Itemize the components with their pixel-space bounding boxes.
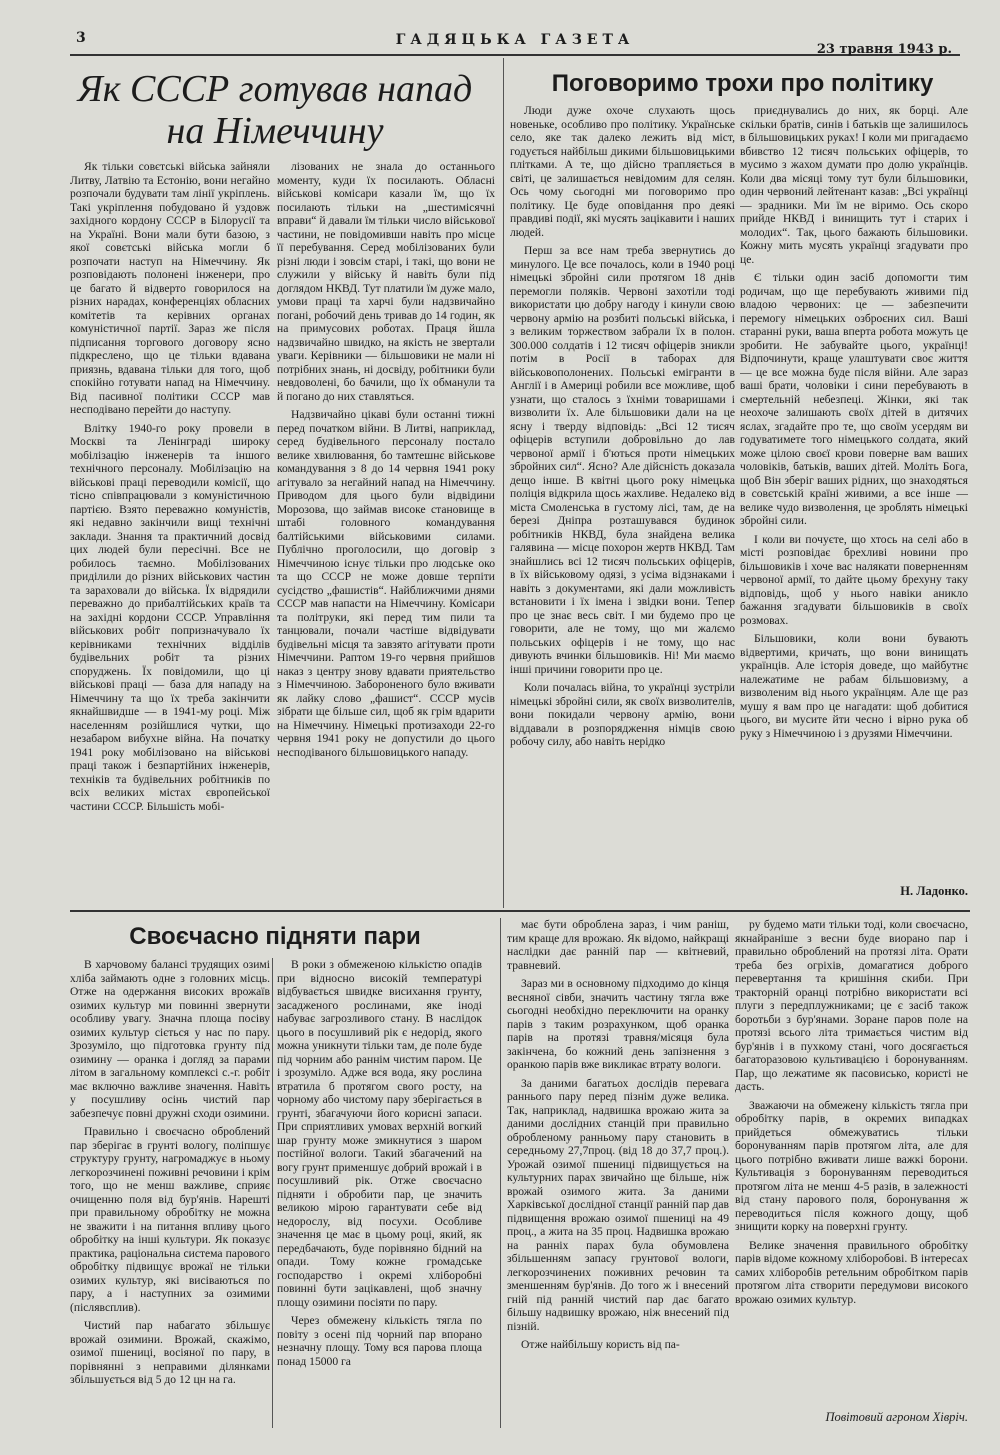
article3-author: Повітовий агроном Хівріч. [825,1410,968,1424]
article2-title: Поговоримо трохи про політику [551,70,934,97]
page-number: 3 [76,30,86,46]
article1-column-2 [277,160,495,905]
article2-column-2 [740,104,968,879]
article3-paragraph: Зважаючи на обмежену кількість тягла при обробітку парів, в окремих випадках прийдеться обмежуватись тільки боронуванням парів протягом літа, але для цього потрібно вживати лише важкі борони. Культивація з боронуванням переводиться протягом літа не менш 4-5 разів, в залежності від стану парового поля, боронування ж переводиться після кожного дощу, щоб знищити корку на поверхні грунту. [735,1098,968,1233]
article1-paragraph: Як тільки совєтські війська зайняли Литву, Латвію та Естонію, вони негайно розпочали будувати там лінії укріплень. Такі укріплення побудовано й уздовж західного кордону СССР в Білорусії та на Україні. Вони мали бути базою, з якої совєтські війська могли б розпочати наступ на Німеччину. Як розповідають полонені інженери, про це багато й відверто говорилося на різних нарадах, конференціях обласних комітетів та керівних органах комуністичної партії. Зараз же після підписання торгового договору ясно підкреслено, що це тільки вдавана приязнь, вдавана тільки для того, щоб спокійно готувати напад на Німеччину. Від пасивної політики СССР мав несподівано перейти до наступу. [70,160,270,416]
article3-paragraph: За даними багатьох дослідів перевага раннього пару перед пізнім дуже велика. Так, наприклад, надвишка врожаю жита за даними дослідних станцій при правильно обробленому ранньому пару становить в середньому 27,7проц. (від 18 до 37,7 проц.). Урожай озимої пшениці підвищується на культурних парах звичайно ще більше, ніж врожай озимого жита. За даними Харківської дослідної станції ранній пар дав підвищення врожаю озимої пшениці на 49 проц., а жита на 35 проц. Надвишка врожаю на ранніх парах була обумовлена збільшенням запасу грунтової вологи, легкорозчинених поживних речовин та зменшенням бур'янів. До того ж і внесений гній під ранній чистий пар дає багато більшу надвишку врожаю, ніж внесений під пізній. [507,1076,729,1333]
article2-paragraph: І коли ви почуєте, що хтось на селі або в місті розповідає брехливі новини про більшовиків і хоче вас налякати поверненням червоної армії, то дайте цьому брехуну таку відповідь, щоб у нього навіки аникло бажання згадувати більшовиків в своїх розмовах. [740,532,968,627]
article1-paragraph: лізованих не знала до останнього моменту, куди їх посилають. Обласні військові комісари казали їм, що їх посилають тільки на „шестимісячні вправи“ й давали їм тільки число військової частини, не повідомивши навіть про місце її перебування. Серед мобілізованих були різні люди і зовсім старі, і такі, що вони не служили у війську й навіть були під доглядом НКВД. Тут платили їм дуже мало, умови праці та харчі були надзвичайно погані, робочий день тривав до 14 годин, як на примусових роботах. Праця йшла надзвичайно швидко, на якість не звертали уваги. Керівники — більшовики не мали ні потрібних знань, ні досвіду, робітники були невдоволені, бо бачили, що їх обманули та й погано до них ставляться. [277,160,495,403]
article2-paragraph: Люди дуже охоче слухають щось новеньке, особливо про політику. Українське село, яке так далеко лежить від міст, годується найбільш дикими більшовицькими плітками. А те, що дійсно трапляється в світі, це залишається невідомим для селян. Ось чому сьогодні ми поговоримо про політику. Це буде оповідання про деякі правдиві події, які мусять зацікавити і наших людей. [510,104,735,239]
article3-paragraph: Отже найбільшу користь від па- [521,1338,680,1351]
article3-paragraph: ру будемо мати тільки тоді, коли своєчасно, якнайраніше з весни буде виорано пар і правильно оброблений на протязі літа. Орати треба без огріхів, домагатися доброго перевертання та кришіння скиби. При тракторній оранці потрібно використати всі плуги з передплужниками; це є засіб також боротьби з бур'янами. Зоране паров поле на протязі всього літа тримається чистим від бур'янів і в пухкому стані, чого досягається багаторазовою культивацією і боронуванням. Пар, що лежатиме як пасовисько, користі не дасть. [735,918,968,1093]
newspaper-header [70,28,960,56]
article2-paragraph: Перш за все нам треба звернутись до минулого. Це все почалось, коли в 1940 році німецькі збройні сили протягом 18 днів перемогли поляків. Червоні захотіли тоді використати цю добру нагоду і кинули свою червону армію на розбиті польські війська, і з великим торжеством забрали їх в полон. 300.000 солдатів і 12 тисяч офіцерів зникли потім в Росії в таборах для військовополонених. Польські емігранти в Англії і в Америці робили все можливе, щоб узнати, що сталось з їхніми товаришами і визволити їх. Але більшовики дали на це ясну і тверду відповідь: „Всі 12 тисяч офіцерів вступили добровільно до лав червоної армії і б'ються проти німецьких збройних сил“. Ясно? Але дійсність доказала дещо інше. В квітні цього року німецька поліція відкрила щось жахливе. Недалеко від міста Смоленська в густому лісі, там, де на березі Дніпра розташувався будинок робітників НКВД, була знайдена велика галявина — місце похорон жертв НКВД. Там знайшлись всі 12 тисяч польських офіцерів, в їх військовому одязі, з усіма відзнаками і навіть з документами, які дали можливість встановити і їх імена і звідки вони. Тепер про це знає весь світ. І ми будемо про це говорити, але не тому, що ми жалємо польських офіцерів і не тому, що нас дивують вчинки більшовиків. Ні! Ми маємо інші причини говорити про це. [510,244,735,676]
article3-column-3 [507,918,729,1428]
article2-paragraph: Більшовики, коли вони бувають відвертими, кричать, що вони винищать українців. Але історія доведе, що майбутнє належатиме не рабам більшовизму, а визволеним від нього українцям. Але ще раз мушу я вам про це нагадати: щоб добитися цього, ви мусите йти чесно і вірно рука об руку з Німеччиною і з друзями Німеччини. [740,632,968,740]
article3-title: Своєчасно підняти пари [129,923,421,950]
article1-paragraph: Влітку 1940-го року провели в Москві та Ленінграді широку мобілізацію інженерів та іншого технічного персоналу. Мобілізацію на військові праці переводили комісії, що тісно співпрацювали з комуністичною партією. Взято переважно комуністів, які недавно закінчили вищі технічні заклади. Знання та практичний досвід цих людей були пересічні. Все не робилось таємно. Мобілізованих приділили до різних військових частин та зараховали до війська. Їх відрядили переважно до прибалтійських країв та на західні кордони СССР. Управління військових робіт попризначувало їх керівниками технічних відділів будівельних робіт та різних споруджень. Їх повідомили, що ці військові праці — база для нападу на Німеччину та що їх треба закінчити якнайшвидше — в 1941-му році. Між населенням розійшлися чутки, що незабаром вибухне війна. На початку 1941 року мобілізовано на військові праці також і безпартійних інженерів, техніків та будівельних робітників по всіх великих містах європейської частини СССР. Більшість мобі- [70,421,270,813]
article3-paragraph: Чистий пар набагато збільшує врожай озимини. Врожай, скажімо, озимої пшениці, восіяної по пару, в порівнянні з неправими ділянками збільшується від 5 до 12 цн на га. [70,1319,270,1386]
article3-paragraph: В харчовому балансі трудящих озимі хліба займають одне з головних місць. Отже на одержання високих врожаїв озимих культур ми повинні звернути особливу увагу. Значна площа посіву озимих культур сіється у нас по пару. Зрозуміло, що підготовка грунту під озимину — оранка і догляд за парами літом в загальному комплексі с.-г. робіт має включно важливе значення. Навіть у посушливу осінь чистий пар забезпечує повні дружні сходи озимини. [70,958,270,1120]
column-rule [272,958,273,1428]
column-rule [503,58,504,908]
article2-column-1 [510,104,735,904]
article1-title: Як СССР готував напад на Німеччину [77,68,473,152]
article2-paragraph: Є тільки один засіб допомогти тим родичам, що ще перебувають живими під владою червоних: це — забезпечити перемогу німецьких озброєних сил. Ваші старанні руки, ваша вперта робота можуть це зробити. Не забувайте цього, українці! Відпочинути, краще улаштувати своє життя — це все можна буде після війни. Але зараз ваші брати, чоловіки і сини перебувають в смертельній небезпеці. Жінки, які так неохоче залишають своїх дітей в дитячих яслах, згадайте про те, що своїм усердям ви годуватимете того німецького солдата, який може цілою своєї крови поверне вам ваших чоловіків, батьків, ваших дітей. Моліть Бога, щоб Він зберіг ваших рідних, що знаходяться в совєтській країні живими, а все інше — велике чудо визволення, це зроблять німецькі збройні сили. [740,271,968,527]
newspaper-title: ГАДЯЦЬКА ГАЗЕТА [395,32,635,48]
article3-paragraph: Зараз ми в основному підходимо до кінця весняної сівби, значить частину тягла вже сьогодні необхідно переключити на оранку парів з таким розрахунком, щоб оранка парів на протязі травня/місяця була закінчена, бо кожний день запізнення з оранкою парів вже викликає втрату вологи. [507,977,729,1071]
article1-paragraph: Надзвичайно цікаві були останні тижні перед початком війни. В Литві, наприклад, серед будівельного персоналу постало велике хвилювання, бо тамтешнє військове командування з 8 до 14 червня 1941 року агітувало за негайний напад на Німеччину. Приводом для цього були відвідини Морозова, що займав високе становище в штабі головного командування балтійськими військовими силами. Публічно проголосили, що договір з Німеччиною існує тільки про людське око та що СССР не може довше терпіти сусідство „фашистів“. Найближчими днями СССР мав напасти на Німеччину. Комісари та політруки, які перед тим пили та танцювали, почали частіше відвідувати будівельні місця та завзято агітувати проти Німеччини. Раптом 19-го червня прийшов наказ з центру знову вдавати приятельство з Німеччиною. Забороненого було вживати як лайку слово „фашист“. СССР мусів зібрати ще більше сил, щоб як грім вдарити на Німеччину. Німецькі протизаходи 22-го червня 1941 року не допустили до цього несподіваного більшовицького нападу. [277,408,495,759]
article3-column-1 [70,958,270,1428]
article2-paragraph: приєднувались до них, як борці. Але скільки братів, синів і батьків ще залишилось в більшовицьких руках! І коли ми пригадаємо вбивство 12 тисяч польських офіцерів, то мусимо з жахом думати про долю українців. Коли два місяці тому тут були більшовики, один червоний лейтенант казав: „Всі українці — зрадники. Ми їм не віримо. Ось скоро прийде НКВД і винищить тут і старих і молодих“. Так, цього бажають більшовики. Кожну мить мусять українці згадувати про це. [740,104,968,266]
article3-paragraph: Правильно і своєчасно оброблений пар зберігає в грунті вологу, поліпшує структуру грунту, нагромаджує в ньому легкорозчинені поживні речовини і крім того, що не менш важливе, сприяє очищенню поля від бур'янів. Нарешті при правильному обробітку не можна не зважити і на питання впливу цього обробітку на інші культури. Як показує практика, раціональна система парового обробітку підвищує врожаї не тільки озимих культур, які висіваються по пару, а і наступних за озимими (післявсплив). [70,1125,270,1314]
article3-column-4 [735,918,968,1403]
article3-paragraph: В роки з обмеженою кількістю опадів при відносно високій температурі відбувається швидке висихання грунту, засадженого рослинами, яке іноді набуває загрозливого стану. В наслідок цього в посушливий рік є недорід, якого можна уникнути тільки там, де поле буде під чорним або раннім чистим паром. Це і зрозуміло. Адже вся вода, яку рослина втратила б протягом свого росту, на чорному або чистому пару зберігається в грунті, збагачуючи його корисні запаси. При сприятливих умовах верхній вогкий шар грунту може змикнутися з шаром постійної вологи. Такий збагачений на вогу грунт применшує добрий врожай і в посушливий рік. Отже своєчасно підняти і обробити пар, це значить великою мірою гарантувати себе від недорослу, від посухи. Особливе значення це має в цьому році, який, як передбачають, буде порівняно бідний на опади. Тому кожне громадське господарство і окремі хліборобні повинні бути зацікавлені, щоб значну площу озимини посіяти по пару. [277,958,482,1309]
article3-paragraph: Велике значення правильного обробітку парів відоме кожному хліборобові. В інтересах самих хліборобів ретельним обробітком парів протягом літа створити передумови високого врожаю озимих культур. [735,1238,968,1306]
column-rule [500,918,501,1428]
article1-column-1 [70,160,270,905]
article3-column-2 [277,958,482,1428]
article3-paragraph: має бути оброблена зараз, і чим раніш, тим краще для врожаю. Як відомо, найкращі наслідки дає ранній пар — квітневий, травневий. [507,918,729,972]
section-divider [70,910,970,912]
issue-date: 23 травня 1943 р. [816,42,952,57]
article2-author: Н. Ладонко. [900,884,968,898]
article3-paragraph: Через обмежену кількість тягла по повіту з осені під чорний пар впорано незначну площу. Тому вся парова площа понад 15000 га [277,1314,482,1368]
article2-paragraph: Коли почалась війна, то українці зустріли німецькі збройні сили, як своїх визволителів, вони покидали червону армію, вони віддавали в розпорядження німців свою робочу силу, або навіть нерідко [510,681,735,748]
